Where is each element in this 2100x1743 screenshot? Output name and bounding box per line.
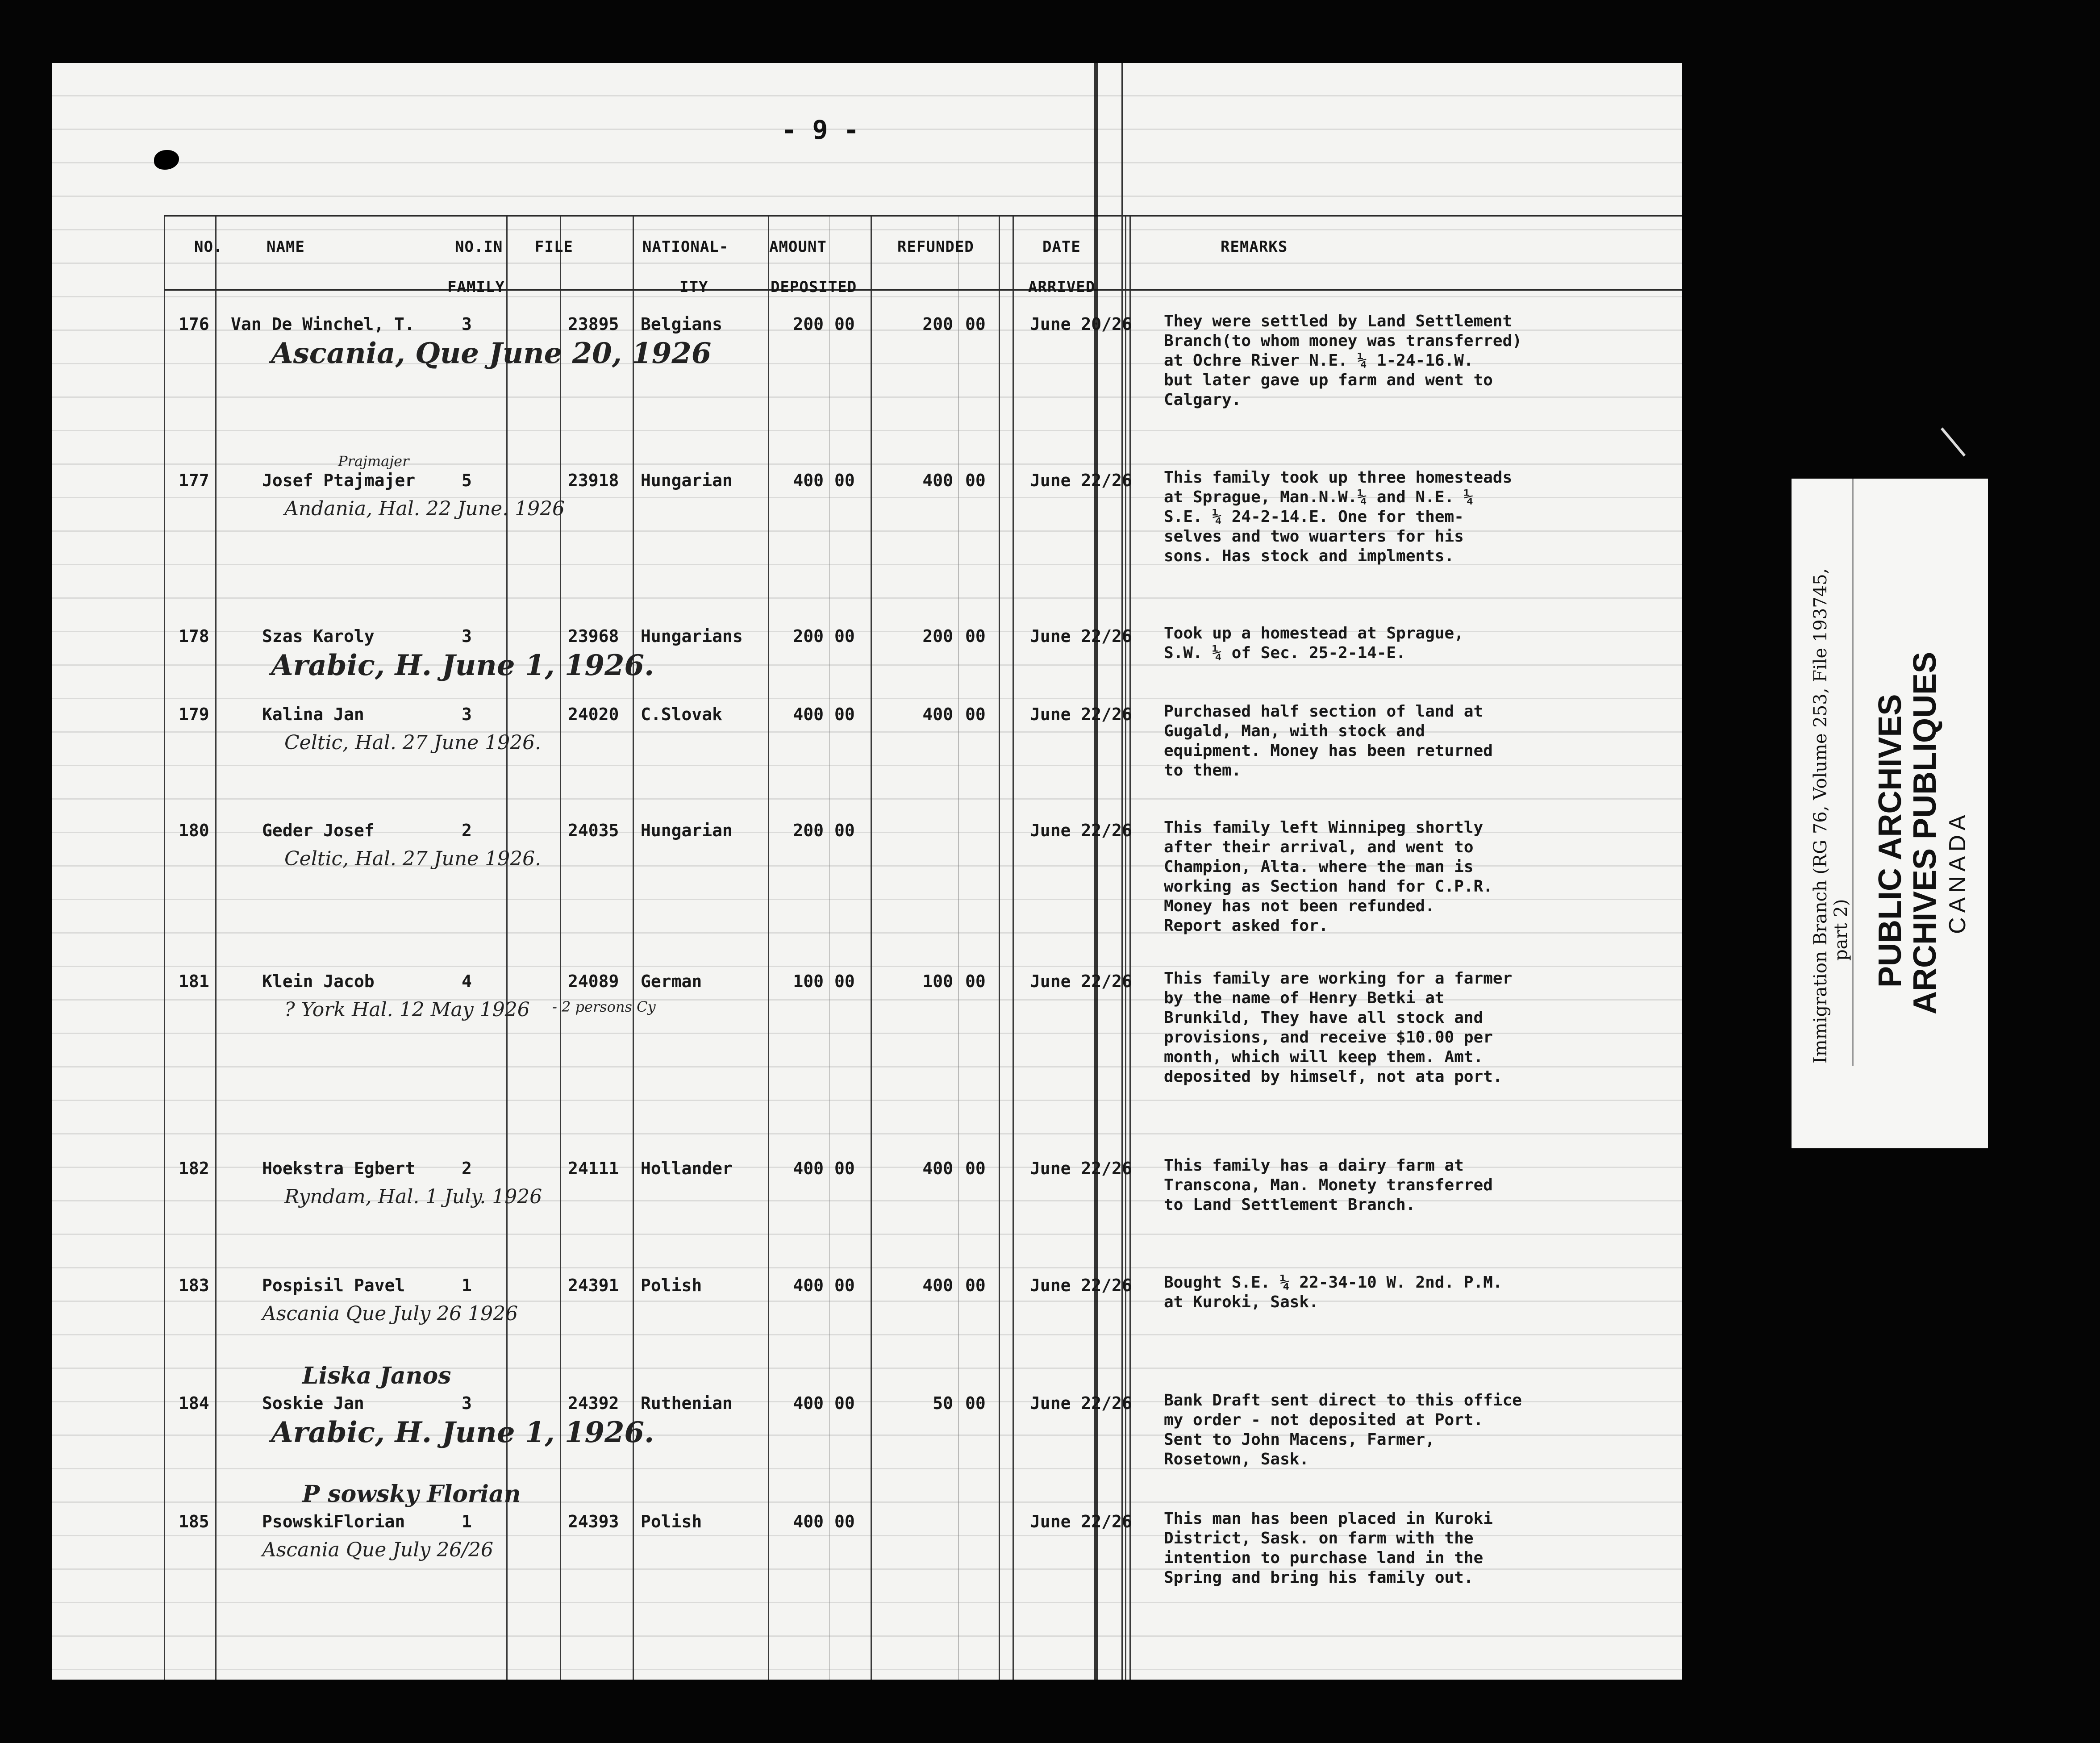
handwritten-ship-note: Ascania, Que June 20, 1926 (271, 337, 712, 370)
row-refunded-cents: 00 (965, 705, 986, 724)
handwritten-ship-note: Celtic, Hal. 27 June 1926. (284, 731, 542, 754)
row-name: Hoekstra Egbert (262, 1159, 416, 1178)
row-date-arrived: June 22/26 (1030, 626, 1132, 646)
row-refunded-cents: 00 (965, 314, 986, 334)
row-file-number: 24393 (568, 1512, 619, 1531)
row-date-arrived: June 22/26 (1030, 471, 1132, 490)
handwritten-ship-note: Ryndam, Hal. 1 July. 1926 (284, 1185, 542, 1208)
row-date-arrived: June 22/26 (1030, 821, 1132, 840)
row-file-number: 23968 (568, 626, 619, 646)
row-number: 176 (179, 314, 209, 334)
stamp-canada: CANADA (1945, 810, 1971, 934)
row-file-number: 24392 (568, 1393, 619, 1413)
row-family-count: 3 (462, 314, 472, 334)
column-rule (1125, 215, 1126, 1680)
header-bottom-rule (164, 289, 1682, 291)
row-number: 179 (179, 705, 209, 724)
row-deposited-cents: 00 (834, 1512, 855, 1531)
stamp-public-archives: PUBLIC ARCHIVES (1872, 694, 1908, 988)
row-remarks: They were settled by Land Settlement Branch(to whom money was transferred) at Ochre River N.E. ¼ 1-24-16.W. but later gave up farm and went to Calgary. (1164, 312, 1522, 409)
header-no-in-family: NO.IN (455, 238, 503, 256)
row-remarks: This family left Winnipeg shortly after their arrival, and went to Champion, Alta. where the man is working as Section hand for C.P.R. Money has not been refunded. Report asked for. (1164, 818, 1493, 935)
row-deposited-cents: 00 (834, 626, 855, 646)
handwritten-name-correction: Prajmajer (338, 453, 409, 470)
column-rule (560, 215, 561, 1680)
row-family-count: 3 (462, 1393, 472, 1413)
header-top-rule (164, 215, 1682, 217)
row-name: Pospisil Pavel (262, 1276, 405, 1295)
row-deposited-cents: 00 (834, 1393, 855, 1413)
row-nationality: Hungarian (641, 471, 733, 490)
row-family-count: 3 (462, 705, 472, 724)
header-no: NO. (194, 238, 223, 256)
row-number: 181 (179, 972, 209, 991)
row-deposited: 200 (793, 314, 824, 334)
row-refunded-cents: 00 (965, 626, 986, 646)
row-refunded: 50 (933, 1393, 953, 1413)
row-deposited: 200 (793, 821, 824, 840)
row-refunded: 400 (922, 471, 953, 490)
row-remarks: This man has been placed in Kuroki District, Sask. on farm with the intention to purchase land in the Spring and bring his family out. (1164, 1509, 1493, 1587)
row-number: 185 (179, 1512, 209, 1531)
row-deposited-cents: 00 (834, 471, 855, 490)
edge-mark (1941, 427, 1966, 456)
row-date-arrived: June 22/26 (1030, 1159, 1132, 1178)
row-deposited: 400 (793, 1512, 824, 1531)
row-deposited-cents: 00 (834, 314, 855, 334)
row-remarks: Bought S.E. ¼ 22-34-10 W. 2nd. P.M. at Kuroki, Sask. (1164, 1273, 1503, 1311)
stamp-archives-publiques: ARCHIVES PUBLIQUES (1907, 651, 1943, 1014)
row-family-count: 5 (462, 471, 472, 490)
row-number: 183 (179, 1276, 209, 1295)
header-nationality: NATIONAL- (642, 238, 729, 256)
row-refunded: 200 (922, 314, 953, 334)
handwritten-name-correction: Liska Janos (302, 1362, 451, 1389)
handwritten-ship-note: Andania, Hal. 22 June. 1926 (284, 497, 565, 520)
row-number: 177 (179, 471, 209, 490)
archives-stamp (1792, 479, 1988, 1148)
row-name: Kalina Jan (262, 705, 364, 724)
header-amount: AMOUNT (769, 238, 827, 256)
row-nationality: Ruthenian (641, 1393, 733, 1413)
header-date: DATE (1042, 238, 1081, 256)
row-file-number: 24089 (568, 972, 619, 991)
row-nationality: Hollander (641, 1159, 733, 1178)
row-deposited: 400 (793, 1159, 824, 1178)
column-rule (633, 215, 634, 1680)
handwritten-ship-note: Ascania Que July 26/26 (262, 1539, 493, 1561)
row-remarks: This family are working for a farmer by the name of Henry Betki at Brunkild, They have all stock and provisions, and receive $10.00 per month, which will keep them. Amt. deposited by himself, not ata port. (1164, 969, 1512, 1086)
row-remarks: Purchased half section of land at Gugald, Man, with stock and equipment. Money has been returned to them. (1164, 702, 1493, 780)
row-number: 182 (179, 1159, 209, 1178)
cents-rule (958, 215, 959, 1680)
header-ity: ITY (679, 278, 708, 296)
row-deposited: 400 (793, 1393, 824, 1413)
row-refunded: 400 (922, 705, 953, 724)
row-deposited: 400 (793, 705, 824, 724)
row-family-count: 2 (462, 1159, 472, 1178)
row-file-number: 23918 (568, 471, 619, 490)
column-rule (506, 215, 508, 1680)
row-file-number: 23895 (568, 314, 619, 334)
handwritten-ship-note: Ascania Que July 26 1926 (262, 1302, 518, 1325)
row-family-count: 4 (462, 972, 472, 991)
row-family-count: 2 (462, 821, 472, 840)
row-date-arrived: June 22/26 (1030, 705, 1132, 724)
row-deposited-cents: 00 (834, 1159, 855, 1178)
row-remarks: This family took up three homesteads at Sprague, Man.N.W.¼ and N.E. ¼ S.E. ¼ 24-2-14.E. One for them- selves and two wuarters for his sons. Has stock and implments. (1164, 468, 1512, 565)
row-name: PsowskiFlorian (262, 1512, 405, 1531)
row-date-arrived: June 22/26 (1030, 972, 1132, 991)
row-file-number: 24111 (568, 1159, 619, 1178)
page-number: - 9 - (781, 115, 859, 145)
header-file: FILE (535, 238, 573, 256)
row-deposited-cents: 00 (834, 1276, 855, 1295)
row-family-count: 1 (462, 1276, 472, 1295)
row-nationality: Polish (641, 1512, 702, 1531)
row-deposited: 400 (793, 471, 824, 490)
row-name: Josef Ptajmajer (262, 471, 416, 490)
row-remarks: This family has a dairy farm at Transcona, Man. Monety transferred to Land Settlement Branch. (1164, 1156, 1493, 1214)
row-file-number: 24391 (568, 1276, 619, 1295)
row-nationality: Belgians (641, 314, 723, 334)
row-refunded-cents: 00 (965, 972, 986, 991)
row-number: 180 (179, 821, 209, 840)
row-date-arrived: June 22/26 (1030, 1393, 1132, 1413)
row-deposited: 400 (793, 1276, 824, 1295)
row-name: Klein Jacob (262, 972, 375, 991)
header-deposited: DEPOSITED (771, 278, 857, 296)
row-date-arrived: June 20/26 (1030, 314, 1132, 334)
header-refunded: REFUNDED (897, 238, 974, 256)
page-fold-shadow (1121, 63, 1123, 1680)
handwritten-ship-note: Celtic, Hal. 27 June 1926. (284, 847, 542, 870)
handwritten-name-correction: P sowsky Florian (302, 1480, 521, 1508)
handwritten-ship-note: Arabic, H. June 1, 1926. (271, 1416, 654, 1449)
row-family-count: 1 (462, 1512, 472, 1531)
row-nationality: Polish (641, 1276, 702, 1295)
column-rule (215, 215, 217, 1680)
ink-blot (154, 150, 179, 170)
row-name: Soskie Jan (262, 1393, 364, 1413)
row-name: Geder Josef (262, 821, 375, 840)
row-number: 178 (179, 626, 209, 646)
row-file-number: 24035 (568, 821, 619, 840)
row-refunded: 400 (922, 1159, 953, 1178)
column-rule (1129, 215, 1131, 1680)
row-refunded-cents: 00 (965, 1276, 986, 1295)
row-deposited-cents: 00 (834, 705, 855, 724)
row-nationality: Hungarian (641, 821, 733, 840)
row-date-arrived: June 22/26 (1030, 1276, 1132, 1295)
row-date-arrived: June 22/26 (1030, 1512, 1132, 1531)
column-rule (768, 215, 769, 1680)
header-arrived: ARRIVED (1028, 278, 1096, 296)
column-rule (999, 215, 1000, 1680)
header-remarks: REMARKS (1221, 238, 1288, 256)
row-number: 184 (179, 1393, 209, 1413)
handwritten-ship-note: ? York Hal. 12 May 1926 (284, 998, 530, 1021)
row-nationality: Hungarians (641, 626, 743, 646)
row-refunded-cents: 00 (965, 1159, 986, 1178)
page-fold (1094, 63, 1098, 1680)
row-name: Van De Winchel, T. (231, 314, 415, 334)
row-family-count: 3 (462, 626, 472, 646)
row-file-number: 24020 (568, 705, 619, 724)
row-deposited: 100 (793, 972, 824, 991)
row-name: Szas Karoly (262, 626, 375, 646)
stamp-caption-part: part 2) (1831, 899, 1851, 961)
row-nationality: C.Slovak (641, 705, 723, 724)
handwritten-ship-note: Arabic, H. June 1, 1926. (271, 649, 654, 682)
header-family: FAMILY (447, 278, 505, 296)
stamp-caption: Immigration Branch (RG 76, Volume 253, File 193745, (1810, 568, 1831, 1063)
row-refunded: 100 (922, 972, 953, 991)
column-rule (1012, 215, 1014, 1680)
handwritten-name-correction: - 2 persons Cy (552, 998, 656, 1015)
row-deposited-cents: 00 (834, 821, 855, 840)
row-remarks: Took up a homestead at Sprague, S.W. ¼ of Sec. 25-2-14-E. (1164, 624, 1464, 662)
row-refunded-cents: 00 (965, 1393, 986, 1413)
row-refunded: 400 (922, 1276, 953, 1295)
column-rule (164, 215, 165, 1680)
row-refunded: 200 (922, 626, 953, 646)
column-rule (871, 215, 872, 1680)
row-refunded-cents: 00 (965, 471, 986, 490)
row-remarks: Bank Draft sent direct to this office my order - not deposited at Port. Sent to John Macens, Farmer, Rosetown, Sask. (1164, 1391, 1522, 1468)
row-nationality: German (641, 972, 702, 991)
ledger-page (52, 63, 1682, 1680)
row-deposited: 200 (793, 626, 824, 646)
row-deposited-cents: 00 (834, 972, 855, 991)
header-name: NAME (267, 238, 305, 256)
